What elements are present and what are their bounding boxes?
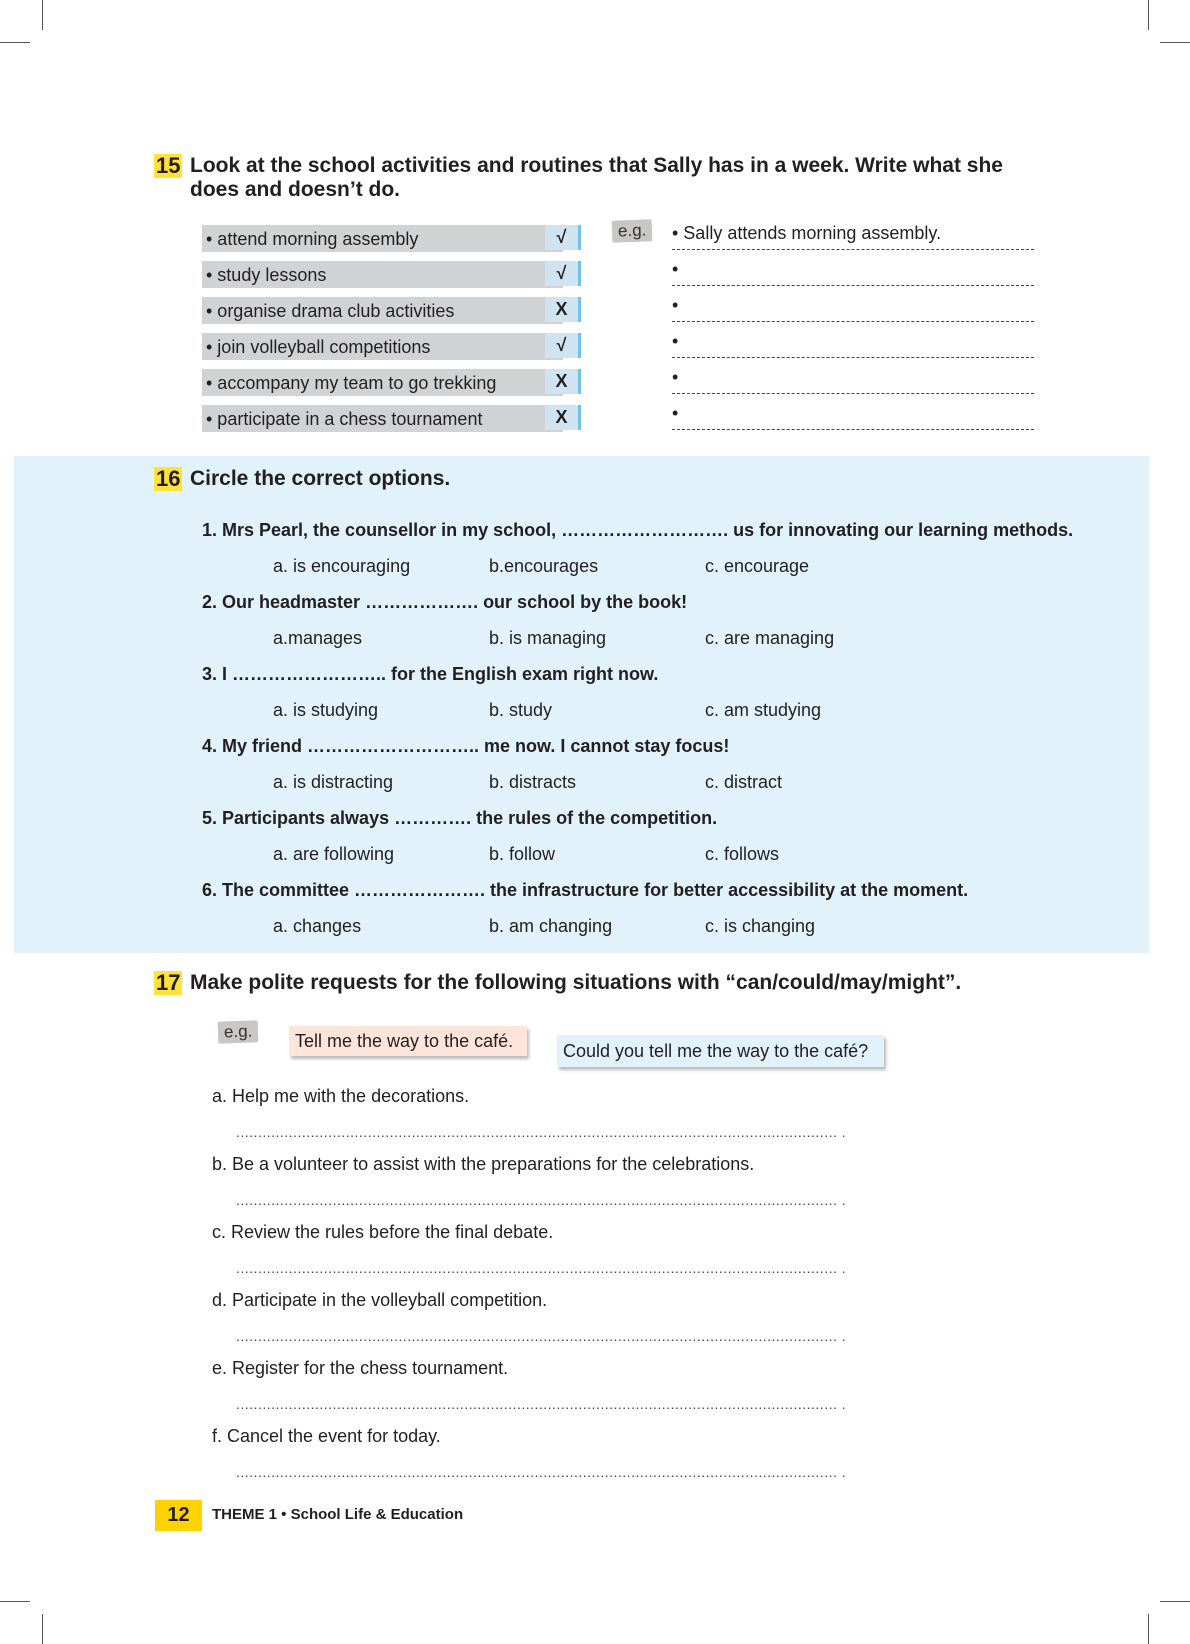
check-mark: √ [545, 333, 581, 358]
theme-label: THEME 1 • School Life & Education [212, 1506, 464, 1523]
check-mark: √ [545, 261, 581, 286]
option-b[interactable]: b. is managing [489, 628, 607, 648]
request-item: e. Register for the chess tournament. [212, 1358, 509, 1378]
option-c[interactable]: c. encourage [705, 556, 810, 576]
option-b[interactable]: b. am changing [489, 916, 613, 936]
activity-row [202, 369, 568, 396]
request-item: d. Participate in the volleyball competition. [212, 1290, 548, 1310]
answer-bullet: • [672, 295, 679, 315]
answer-bullet: • [672, 331, 679, 351]
exercise-15-title-line2: does and doesn’t do. [190, 178, 401, 201]
crop-mark [1148, 0, 1149, 30]
activity-label: • accompany my team to go trekking [206, 373, 497, 393]
exercise-16-title: Circle the correct options. [190, 467, 451, 490]
exercise-15-title-line1: Look at the school activities and routines that Sally has in a week. Write what she [190, 154, 1003, 177]
crop-mark [0, 1601, 30, 1602]
question: 1. Mrs Pearl, the counsellor in my school, ………………………. us for innovating our learning methods. [202, 520, 1074, 540]
example-prompt-box: Tell me the way to the café. [289, 1026, 527, 1056]
answer-dotline[interactable]: ......................................................................................................................................... . [236, 1192, 847, 1208]
crop-mark [42, 1614, 43, 1644]
example-tag: e.g. [612, 219, 653, 242]
cross-mark: X [545, 405, 581, 430]
answer-dotline[interactable]: ......................................................................................................................................... . [236, 1328, 847, 1344]
exercise-17-number: 17 [156, 970, 181, 995]
example-tag: e.g. [218, 1020, 259, 1043]
crop-mark [1160, 1601, 1190, 1602]
answer-bullet: • [672, 367, 679, 387]
exercise-15-number: 15 [156, 153, 181, 178]
answer-line[interactable] [672, 223, 1034, 250]
activity-row [202, 261, 567, 288]
crop-mark [1160, 42, 1190, 43]
option-c[interactable]: c. distract [705, 772, 783, 792]
option-a[interactable]: a. is studying [273, 700, 379, 720]
option-b[interactable]: b.encourages [489, 556, 599, 576]
option-a[interactable]: a. is distracting [273, 772, 394, 792]
request-item: f. Cancel the event for today. [212, 1426, 441, 1446]
option-a[interactable]: a. are following [273, 844, 395, 864]
request-item: b. Be a volunteer to assist with the preparations for the celebrations. [212, 1154, 755, 1174]
option-b[interactable]: b. distracts [489, 772, 577, 792]
question: 3. I …………………….. for the English exam right now. [202, 664, 659, 684]
option-a[interactable]: a. changes [273, 916, 362, 936]
request-item: c. Review the rules before the final debate. [212, 1222, 554, 1242]
activity-row [202, 333, 567, 360]
question: 4. My friend ……………………….. me now. I cannot stay focus! [202, 736, 730, 756]
exercise-16-number: 16 [156, 466, 181, 491]
question: 5. Participants always …………. the rules of the competition. [202, 808, 718, 828]
answer-dotline[interactable]: ......................................................................................................................................... . [236, 1464, 847, 1480]
option-a[interactable]: a. is encouraging [273, 556, 411, 576]
check-mark: √ [545, 225, 581, 250]
answer-line[interactable] [672, 295, 1034, 322]
option-c[interactable]: c. is changing [705, 916, 816, 936]
option-c[interactable]: c. are managing [705, 628, 835, 648]
request-item: a. Help me with the decorations. [212, 1086, 470, 1106]
crop-mark [0, 42, 30, 43]
option-c[interactable]: c. follows [705, 844, 780, 864]
answer-bullet: • [672, 259, 679, 279]
question: 6. The committee …………………. the infrastructure for better accessibility at the moment. [202, 880, 969, 900]
answer-text: • Sally attends morning assembly. [672, 223, 942, 243]
activity-row [202, 405, 568, 432]
answer-dotline[interactable]: ......................................................................................................................................... . [236, 1396, 847, 1412]
activity-label: • join volleyball competitions [206, 337, 431, 357]
option-c[interactable]: c. am studying [705, 700, 822, 720]
activity-row [202, 225, 567, 252]
cross-mark: X [545, 369, 581, 394]
answer-line[interactable] [672, 331, 1034, 358]
activity-label: • organise drama club activities [206, 301, 455, 321]
exercise-17-title: Make polite requests for the following situations with “can/could/may/might”. [190, 971, 962, 994]
option-b[interactable]: b. follow [489, 844, 556, 864]
activity-row [202, 297, 568, 324]
option-a[interactable]: a.manages [273, 628, 363, 648]
answer-line[interactable] [672, 259, 1034, 286]
answer-line[interactable] [672, 403, 1034, 430]
page-number: 12 [155, 1500, 202, 1531]
activity-label: • study lessons [206, 265, 327, 285]
answer-dotline[interactable]: ......................................................................................................................................... . [236, 1260, 847, 1276]
question: 2. Our headmaster ………………. our school by the book! [202, 592, 688, 612]
activity-label: • participate in a chess tournament [206, 409, 483, 429]
cross-mark: X [545, 297, 581, 322]
crop-mark [1148, 1614, 1149, 1644]
activity-label: • attend morning assembly [206, 229, 419, 249]
example-answer-box: Could you tell me the way to the café? [557, 1035, 884, 1067]
option-b[interactable]: b. study [489, 700, 553, 720]
crop-mark [42, 0, 43, 30]
answer-dotline[interactable]: ......................................................................................................................................... . [236, 1124, 847, 1140]
answer-bullet: • [672, 403, 679, 423]
answer-line[interactable] [672, 367, 1034, 394]
